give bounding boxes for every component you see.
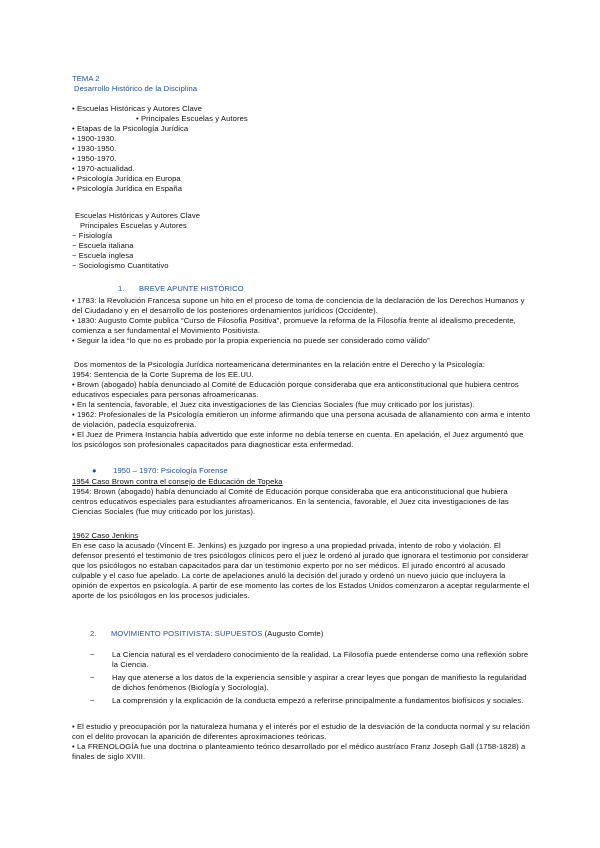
paragraph: • Seguir la idea “lo que no es probado por la propia experiencia no puede ser considerado como válido”	[72, 336, 430, 345]
list-item: − Hay que atenerse a los datos de la experiencia sensible y aspirar a crear leyes que pongan de manifiesto la regularidad de dichos fenómenos (Biología y Sociología).	[90, 673, 527, 692]
schools-list	[72, 211, 532, 271]
case-title: 1962 Caso Jenkins	[72, 531, 139, 540]
case-brown	[72, 477, 532, 517]
table-of-contents	[72, 104, 532, 194]
paragraph: • 1830: Augusto Comte publica “Curso de Filosofía Positiva”, promueve la reforma de la Filosofía frente al idealismo precedente, comienza a ser fundamental el Movimiento Positivista.	[72, 316, 516, 335]
schools-subtitle: Principales Escuelas y Autores	[80, 221, 187, 230]
document-header	[72, 74, 532, 94]
toc-item: • 1930-1950.	[72, 144, 117, 153]
list-item: − La Ciencia natural es el verdadero conocimiento de la realidad. La Filosofía puede entenderse como una reflexión sobre la Ciencia.	[90, 650, 529, 669]
paragraph: • El estudio y preocupación por la naturaleza humana y el interés por el estudio de la desviación de la conducta normal y su relación con el delito provocan la aparición de diferentes aproximaciones teóricas.	[72, 722, 530, 741]
toc-item: • Psicología Jurídica en Europa	[72, 174, 181, 183]
paragraph: • El Juez de Primera Instancia había advertido que este informe no debía tenerse en cuenta. En apelación, el Juez argumentó que los psicólogos son profesionales capacitados para diagnosticar esta enfermedad.	[72, 430, 524, 449]
section-title: BREVE APUNTE HISTÓRICO	[138, 284, 244, 293]
section-number: 1.	[118, 284, 125, 293]
paragraph: En ese caso la acusado (Vincent E. Jenkins) es juzgado por ingreso a una propiedad privada, intento de robo y violación. El defensor presentó el testimonio de tres psicólogos clínicos pero el juez le ordenó al jurado que ignorara el testimonio por considerar que los psicólogos no estaban capacitados para dar un testimonio experto por no ser médicos. El jurado encontró al acusado culpable y el caso fue apelado. La corte de apelaciones anuló la decisión del jurado y ordenó un nuevo juicio que incluyera la opinión de expertos en psicología. A partir de ese momento las cortes de los Estados Unidos comenzaron a aceptar regularmente el aporte de los psicólogos en los procesos judiciales.	[72, 541, 530, 600]
toc-item: • 1950-1970.	[72, 154, 117, 163]
toc-item: • Escuelas Históricas y Autores Clave	[72, 104, 203, 113]
toc-item: • Psicología Jurídica en España	[72, 184, 183, 193]
paragraph: 1954: Sentencia de la Corte Suprema de los EE.UU.	[72, 370, 254, 379]
section-1-body	[72, 296, 532, 346]
section-2-closing	[72, 722, 532, 762]
paragraph: • Brown (abogado) había denunciado al Comité de Educación porque consideraba que era anticonstitucional que hubiera centros educativos especiales para personas afroamericanas.	[72, 380, 519, 399]
toc-item: • 1900-1930.	[72, 134, 117, 143]
toc-item: • Principales Escuelas y Autores	[136, 114, 248, 123]
paragraph: • 1962: Profesionales de la Psicología emitieron un informe afirmando que una persona acusada de allanamiento con arma e intento de violación, padecía esquizofrenia.	[72, 410, 531, 429]
paragraph: • En la sentencia, favorable, el Juez cita investigaciones de las Ciencias Sociales (fue muy criticado por los juristas).	[72, 400, 475, 409]
school-item: − Escuela inglesa	[72, 251, 134, 260]
paragraph: Dos momentos de la Psicología Jurídica norteamericana determinantes en la relación entre el Derecho y la Psicología:	[74, 360, 485, 369]
schools-title: Escuelas Históricas y Autores Clave	[75, 211, 201, 220]
paragraph: • 1783: la Revolución Francesa supone un hito en el proceso de toma de conciencia de la declaración de los Derechos Humanos y del Ciudadano y en el desarrollo de los posteriores ordenamientos jurídicos (Occidente).	[72, 296, 525, 315]
topic-number: TEMA 2	[72, 74, 100, 83]
paragraph: 1954: Brown (abogado) había denunciado al Comité de Educación porque consideraba que era anticonstitucional que hubiera centros educativos especiales para estudiantes afroamericanos. En la sentencia, favorable, el Juez cita investigaciones de las Ciencias Sociales (fue muy criticado por los juristas).	[72, 487, 509, 516]
school-item: − Fisiología	[72, 231, 113, 240]
school-item: − Escuela italiana	[72, 241, 134, 250]
bullet-icon: ●	[92, 466, 97, 475]
section-1-moments	[72, 360, 532, 450]
case-jenkins	[72, 531, 532, 601]
toc-item: • Etapas de la Psicología Jurídica	[72, 124, 189, 133]
section-2-heading	[72, 629, 532, 639]
positivism-points	[72, 650, 532, 706]
section-title: MOVIMIENTO POSITIVISTA: SUPUESTOS	[110, 629, 263, 638]
period-heading	[72, 466, 532, 476]
section-author: (Augusto Comte)	[264, 629, 324, 638]
period-title: 1950 – 1970: Psicología Forense	[113, 466, 228, 475]
section-number: 2.	[90, 629, 97, 638]
toc-item: • 1970-actualidad.	[72, 164, 135, 173]
case-title: 1954 Caso Brown contra el consejo de Educación de Topeka	[72, 477, 283, 486]
topic-title: Desarrollo Histórico de la Disciplina	[74, 84, 198, 93]
paragraph: • La FRENOLOGÍA fue una doctrina o planteamiento teórico desarrollado por el médico austríaco Franz Joseph Gall (1758-1828) a finales de siglo XVIII.	[72, 742, 526, 761]
section-1-heading	[72, 284, 532, 294]
list-item: − La comprensión y la explicación de la conducta empezó a referirse principalmente a fundamentos biofísicos y sociales.	[90, 696, 524, 705]
school-item: − Sociologismo Cuantitativo	[72, 261, 169, 270]
